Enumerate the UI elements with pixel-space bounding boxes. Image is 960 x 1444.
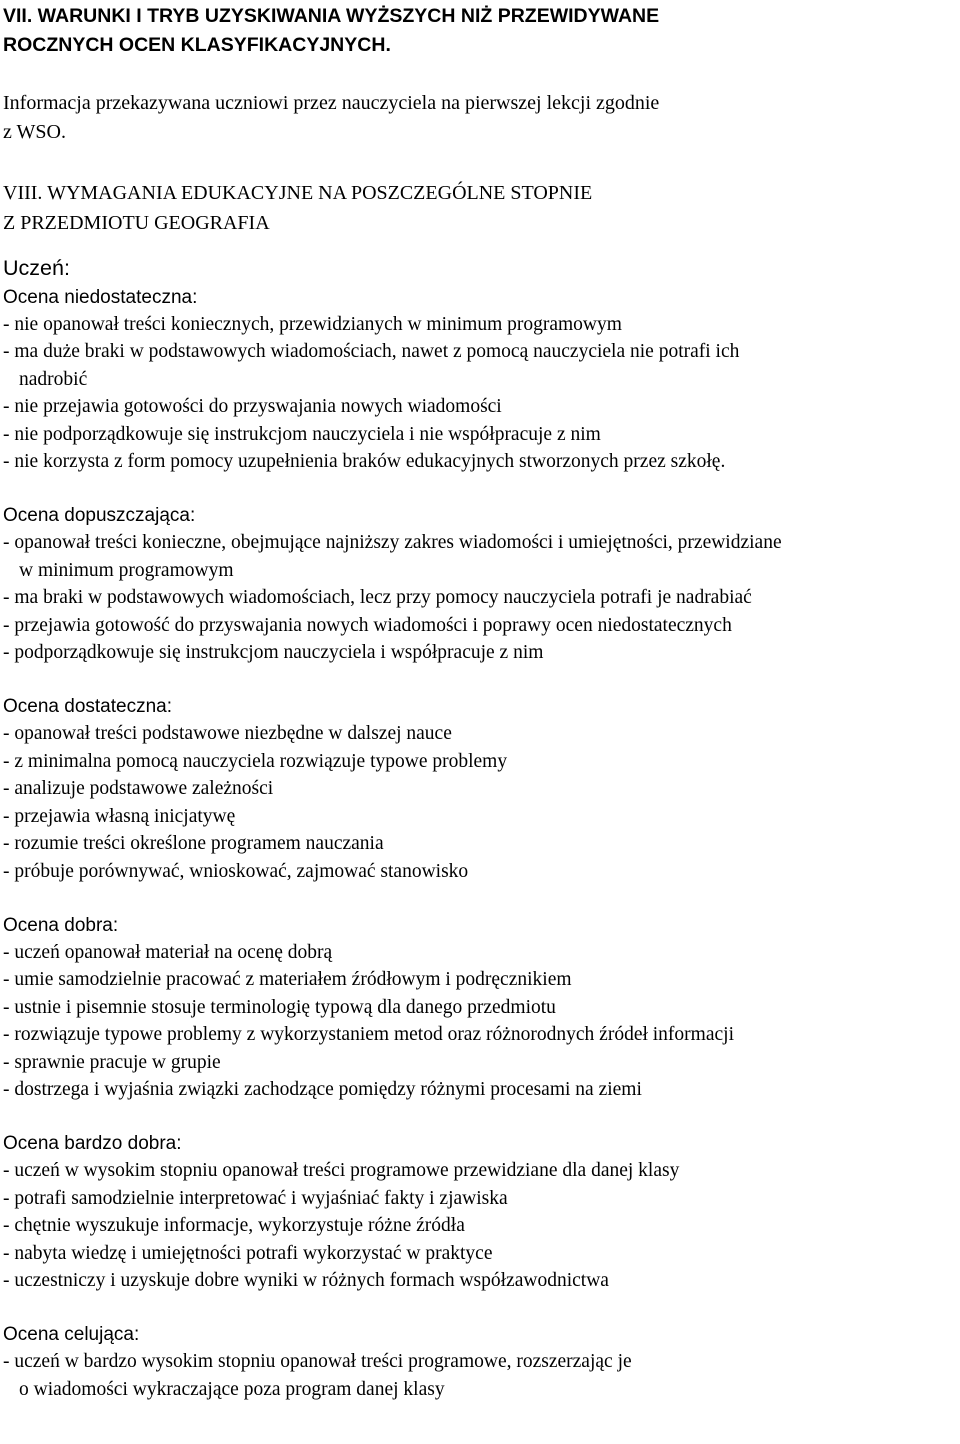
requirement-item — [3, 1240, 960, 1267]
requirement-item — [3, 1185, 960, 1212]
requirement-text: - nie opanował treści koniecznych, przewidzianych w minimum programowym — [3, 314, 622, 335]
requirement-item — [3, 584, 960, 611]
info-line: z WSO. — [3, 121, 66, 143]
requirement-text: - nie przejawia gotowości do przyswajania nowych wiadomości — [3, 396, 502, 418]
grade-section-title: Ocena niedostateczna: — [3, 287, 198, 308]
student-label: Uczeń: — [3, 256, 70, 280]
requirement-text: - podporządkowuje się instrukcjom nauczyciela i współpracuje z nim — [3, 642, 544, 664]
heading-line: VII. WARUNKI I TRYB UZYSKIWANIA WYŻSZYCH NIŻ PRZEWIDYWANE — [3, 5, 660, 27]
requirement-text: - uczestniczy i uzyskuje dobre wyniki w różnych formach współzawodnictwa — [3, 1269, 609, 1291]
requirement-text: - opanował treści podstawowe niezbędne w dalszej nauce — [3, 723, 452, 745]
requirement-text: - analizuje podstawowe zależności — [3, 778, 274, 800]
requirement-text: - sprawnie pracuje w grupie — [3, 1051, 221, 1073]
section-heading-viii — [3, 178, 960, 238]
grade-section — [3, 912, 960, 1103]
requirement-item — [3, 720, 960, 747]
grade-section-title: Ocena bardzo dobra: — [3, 1133, 182, 1155]
heading-line: Z PRZEDMIOTU GEOGRAFIA — [3, 212, 270, 234]
requirement-text: - rozwiązuje typowe problemy z wykorzystaniem metod oraz różnorodnych źródeł informacji — [3, 1024, 734, 1046]
requirement-item — [3, 338, 960, 393]
heading-line: VIII. WYMAGANIA EDUKACYJNE NA POSZCZEGÓLNE STOPNIE — [3, 182, 593, 204]
grade-section-title: Ocena celująca: — [3, 1324, 140, 1346]
requirement-item — [3, 1348, 960, 1403]
grade-section-title: Ocena dopuszczająca: — [3, 505, 196, 527]
requirement-item — [3, 803, 960, 830]
requirement-text: - chętnie wyszukuje informacje, wykorzystuje różne źródła — [3, 1215, 465, 1237]
requirement-item — [3, 639, 960, 666]
requirement-item — [3, 748, 960, 775]
grade-section — [3, 693, 960, 884]
info-paragraph — [3, 89, 960, 147]
requirement-item — [3, 311, 960, 338]
requirement-text: - potrafi samodzielnie interpretować i wyjaśniać fakty i zjawiska — [3, 1187, 508, 1209]
requirement-text: - nabyta wiedzę i umiejętności potrafi wykorzystać w praktyce — [3, 1242, 493, 1264]
requirement-text: - uczeń w bardzo wysokim stopniu opanował treści programowe, rozszerzając je — [3, 1351, 632, 1373]
requirement-text: - uczeń w wysokim stopniu opanował treści programowe przewidziane dla danej klasy — [3, 1160, 680, 1182]
requirement-continuation: w minimum programowym — [19, 559, 234, 581]
requirement-text: - dostrzega i wyjaśnia związki zachodzące pomiędzy różnymi procesami na ziemi — [3, 1078, 642, 1100]
requirement-text: - przejawia gotowość do przyswajania nowych wiadomości i poprawy ocen niedostatecznych — [3, 614, 732, 636]
requirement-item — [3, 1021, 960, 1048]
requirement-item — [3, 448, 960, 475]
requirement-text: - nie korzysta z form pomocy uzupełnienia braków edukacyjnych stworzonych przez szkołę. — [3, 451, 726, 473]
requirement-text: - ma braki w podstawowych wiadomościach, lecz przy pomocy nauczyciela potrafi je nadrabiać — [3, 587, 752, 609]
requirement-text: - z minimalna pomocą nauczyciela rozwiązuje typowe problemy — [3, 750, 508, 772]
requirement-text: - umie samodzielnie pracować z materiałem źródłowym i podręcznikiem — [3, 969, 572, 991]
requirement-text: - ustnie i pisemnie stosuje terminologię typową dla danego przedmiotu — [3, 996, 556, 1018]
requirement-item — [3, 939, 960, 966]
requirement-item — [3, 858, 960, 885]
grade-section-title: Ocena dobra: — [3, 914, 119, 936]
requirement-item — [3, 393, 960, 420]
grade-section — [3, 1130, 960, 1294]
requirement-item — [3, 1157, 960, 1184]
section-heading-vii — [3, 2, 960, 60]
requirement-item — [3, 830, 960, 857]
requirement-item — [3, 1076, 960, 1103]
requirement-item — [3, 421, 960, 448]
requirement-item — [3, 1212, 960, 1239]
requirement-text: - ma duże braki w podstawowych wiadomościach, nawet z pomocą nauczyciela nie potrafi ich — [3, 341, 740, 363]
grade-sections — [3, 284, 960, 1403]
requirement-item — [3, 612, 960, 639]
requirement-text: - przejawia własną inicjatywę — [3, 805, 236, 827]
grade-section — [3, 284, 960, 475]
requirement-item — [3, 529, 960, 584]
grade-section-title: Ocena dostateczna: — [3, 696, 172, 718]
requirement-item — [3, 994, 960, 1021]
heading-line: ROCZNYCH OCEN KLASYFIKACYJNYCH. — [3, 34, 391, 56]
requirement-continuation: nadrobić — [19, 368, 88, 390]
requirement-text: - próbuje porównywać, wnioskować, zajmować stanowisko — [3, 860, 469, 882]
requirement-item — [3, 1049, 960, 1076]
requirement-text: - opanował treści konieczne, obejmujące najniższy zakres wiadomości i umiejętności, przewidziane — [3, 532, 782, 554]
requirement-text: - nie podporządkowuje się instrukcjom nauczyciela i nie współpracuje z nim — [3, 423, 601, 445]
requirement-continuation: o wiadomości wykraczające poza program danej klasy — [19, 1378, 445, 1400]
info-line: Informacja przekazywana uczniowi przez nauczyciela na pierwszej lekcji zgodnie — [3, 92, 660, 114]
requirement-item — [3, 1267, 960, 1294]
requirement-text: - uczeń opanował materiał na ocenę dobrą — [3, 941, 333, 963]
requirement-item — [3, 966, 960, 993]
grade-section — [3, 502, 960, 666]
requirement-item — [3, 775, 960, 802]
grade-section — [3, 1321, 960, 1403]
requirement-text: - rozumie treści określone programem nauczania — [3, 833, 384, 855]
